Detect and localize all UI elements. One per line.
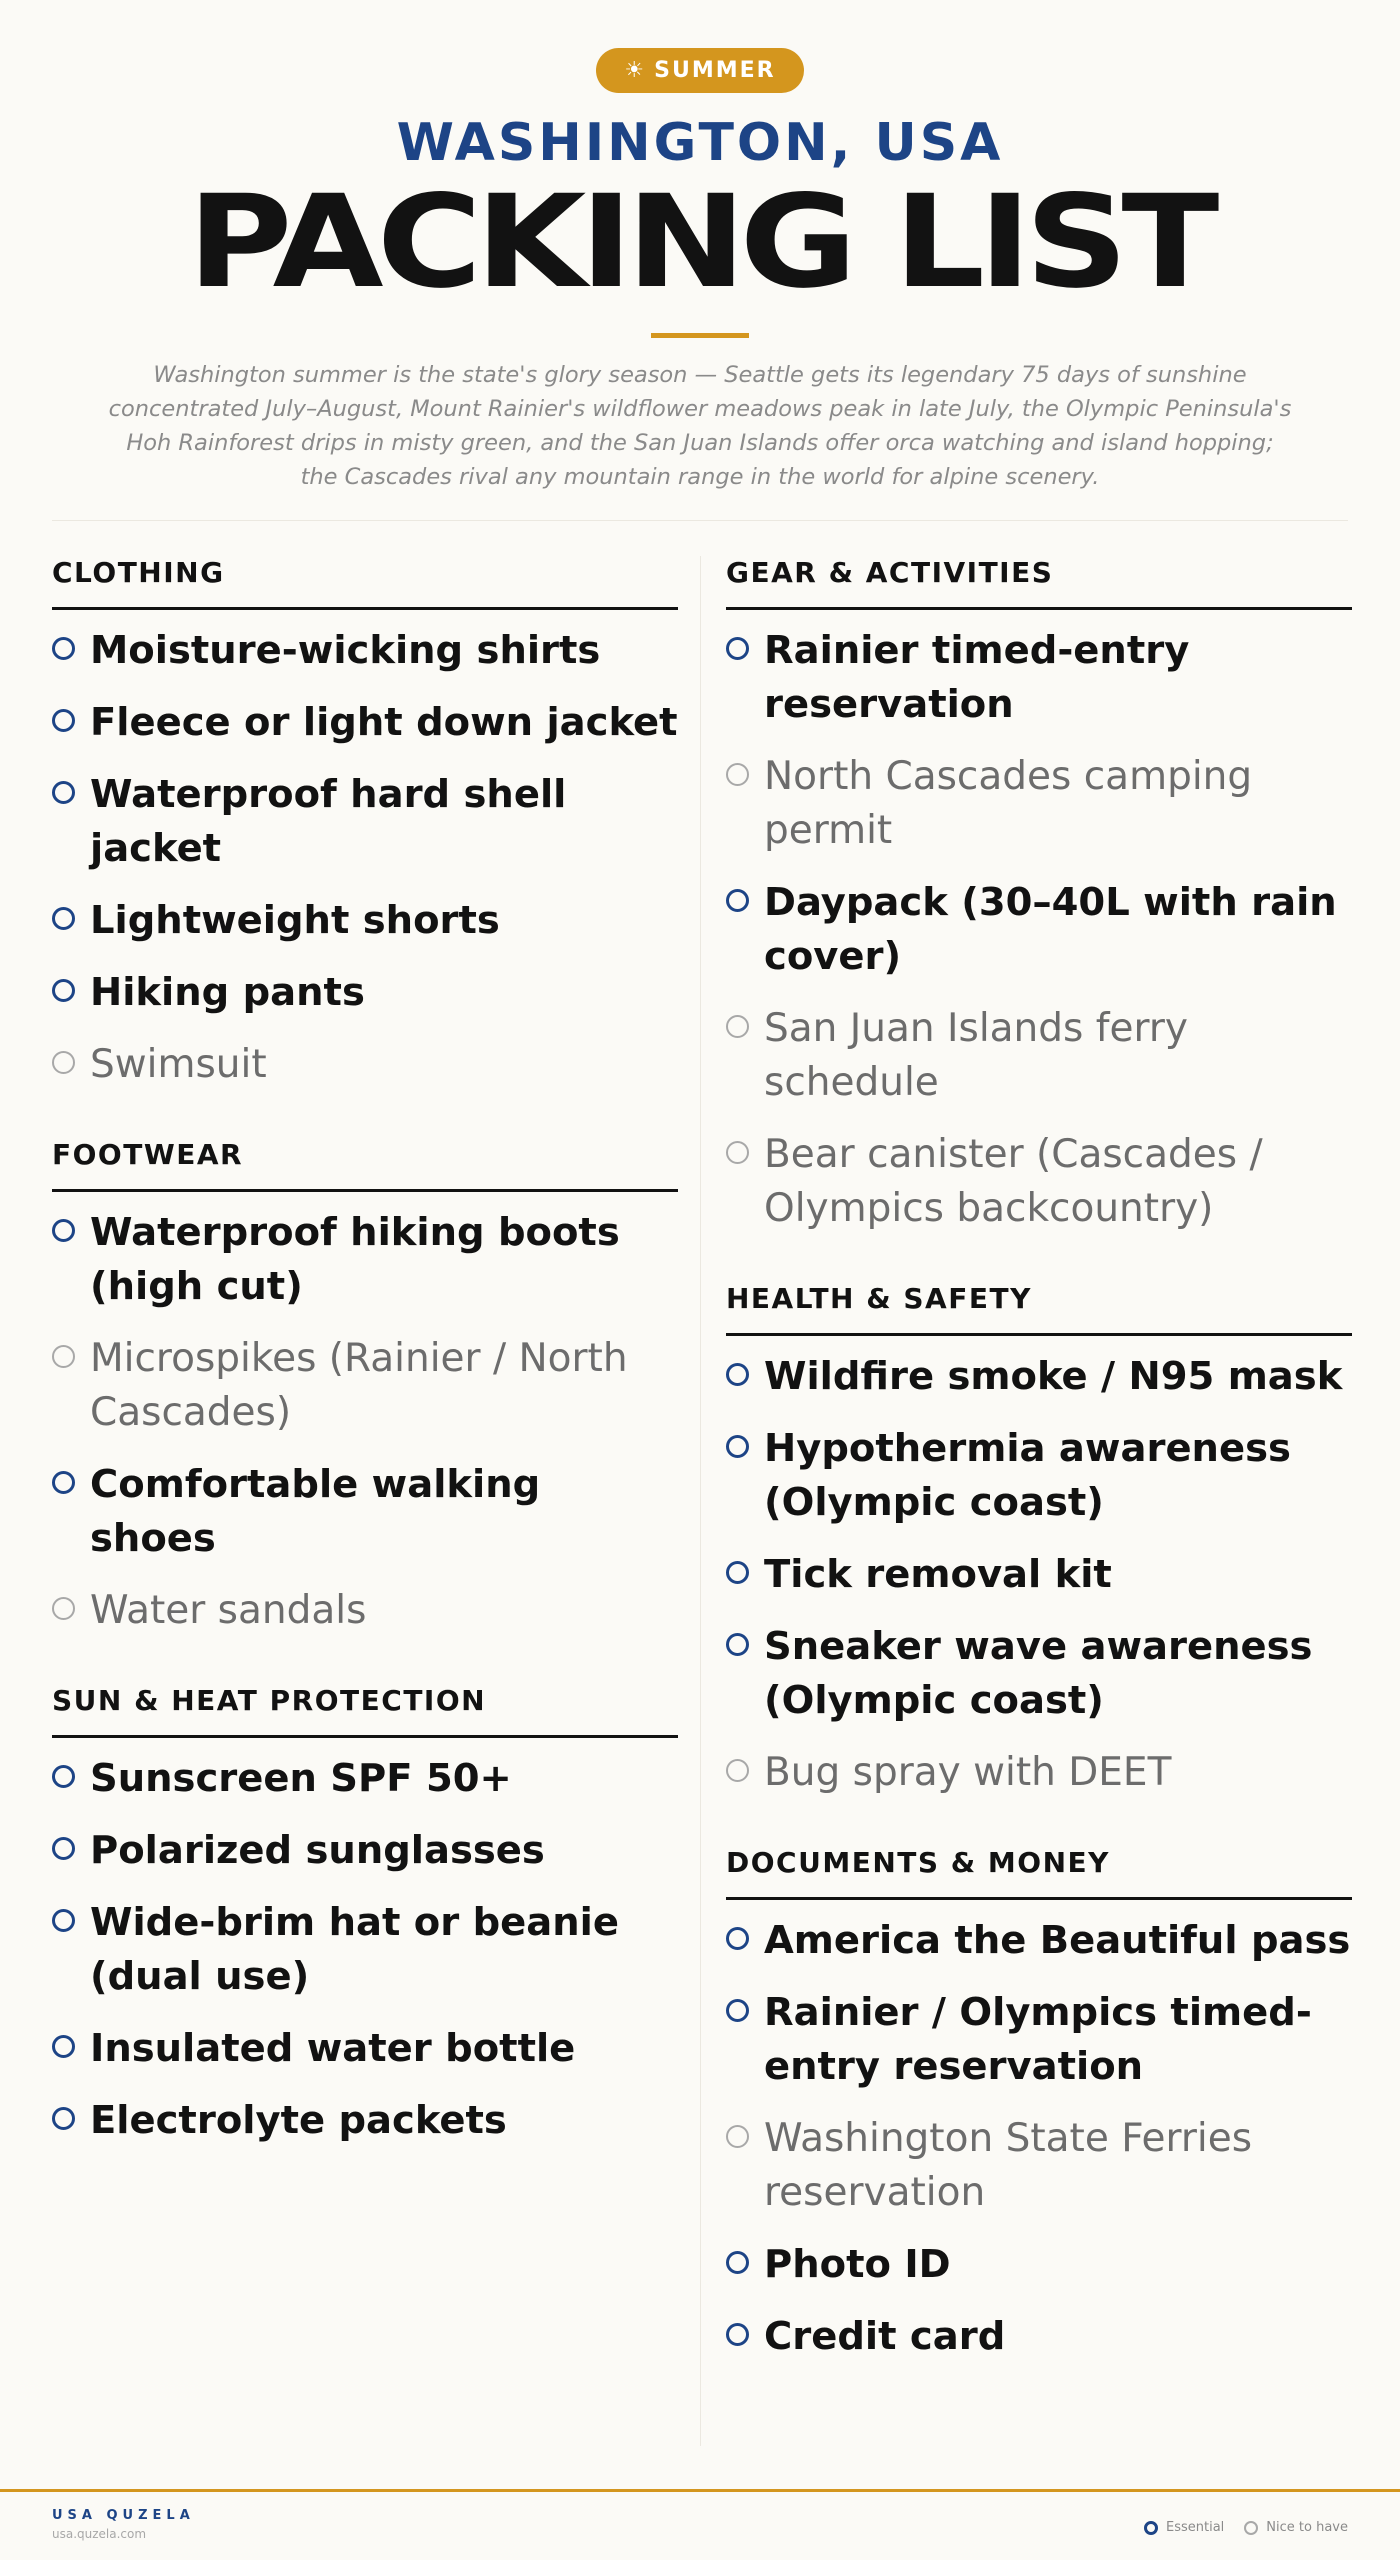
list-item[interactable]	[52, 2022, 678, 2076]
item-label: Microspikes (Rainier / North Cascades)	[90, 1336, 628, 1435]
season-badge	[596, 48, 803, 93]
item-label: Insulated water bottle	[90, 2026, 576, 2071]
item-label: Credit card	[764, 2314, 1006, 2359]
item-label: Wide-brim hat or beanie (dual use)	[90, 1900, 619, 1999]
checkbox-icon[interactable]	[52, 1219, 75, 1242]
checkbox-icon[interactable]	[726, 2323, 749, 2346]
page-subtitle: WASHINGTON, USA	[396, 113, 1004, 173]
brand-name: USA QUZELA	[52, 2508, 195, 2523]
checkbox-icon[interactable]	[726, 2251, 749, 2274]
intro-text: Washington summer is the state's glory season — Seattle gets its legendary 75 days of sunshine concentrated July–August, Mount Rainier's wildflower meadows peak in late July, the Olympic Peninsula's Hoh Rainforest drips in misty green, and the San Juan Islands offer orca watching and island hopping; the Cascades rival any mountain range in the world for alpine scenery.	[108, 361, 1292, 490]
item-label: Sneaker wave awareness (Olympic coast)	[764, 1624, 1313, 1723]
checkbox-icon[interactable]	[726, 1999, 749, 2022]
nice-circle-icon	[1244, 2521, 1258, 2535]
list-item[interactable]	[52, 2094, 678, 2148]
header	[0, 0, 1400, 494]
footer-brand	[52, 2508, 195, 2541]
checkbox-icon[interactable]	[726, 1435, 749, 1458]
legend-nice	[1244, 2520, 1348, 2535]
item-label: Wildfire smoke / N95 mask	[764, 1354, 1343, 1399]
item-label: Bug spray with DEET	[764, 1750, 1172, 1795]
list-item[interactable]	[726, 1914, 1352, 1968]
checkbox-icon[interactable]	[52, 1051, 75, 1074]
list-item[interactable]	[726, 1746, 1352, 1800]
item-label: Tick removal kit	[764, 1552, 1112, 1597]
list-item[interactable]	[726, 1620, 1352, 1728]
item-label: Daypack (30–40L with rain cover)	[764, 880, 1337, 979]
item-label: Polarized sunglasses	[90, 1828, 545, 1873]
checkbox-icon[interactable]	[726, 1015, 749, 1038]
section-title: FOOTWEAR	[52, 1138, 678, 1192]
list-item[interactable]	[52, 966, 678, 1020]
checkbox-icon[interactable]	[52, 637, 75, 660]
list-item[interactable]	[726, 1128, 1352, 1236]
list-item[interactable]	[52, 1896, 678, 2004]
checkbox-icon[interactable]	[726, 1141, 749, 1164]
checkbox-icon[interactable]	[726, 1561, 749, 1584]
item-label: Photo ID	[764, 2242, 951, 2287]
left-column	[52, 556, 678, 2194]
checkbox-icon[interactable]	[726, 1363, 749, 1386]
item-label: Rainier / Olympics timed-entry reservation	[764, 1990, 1312, 2089]
section-title: DOCUMENTS & MONEY	[726, 1846, 1352, 1900]
checkbox-icon[interactable]	[726, 637, 749, 660]
list-item[interactable]	[726, 876, 1352, 984]
list-item[interactable]	[726, 624, 1352, 732]
page-title: PACKING LIST	[187, 168, 1213, 318]
checkbox-icon[interactable]	[726, 2125, 749, 2148]
list-item[interactable]	[52, 894, 678, 948]
item-label: Swimsuit	[90, 1042, 267, 1087]
legend-nice-label: Nice to have	[1266, 2520, 1348, 2535]
checkbox-icon[interactable]	[52, 1765, 75, 1788]
list-item[interactable]	[52, 1584, 678, 1638]
list-item[interactable]	[52, 768, 678, 876]
section-sun-heat	[52, 1684, 678, 2148]
header-divider	[52, 520, 1348, 521]
checkbox-icon[interactable]	[726, 1633, 749, 1656]
item-label: Electrolyte packets	[90, 2098, 507, 2143]
essential-circle-icon	[1144, 2521, 1158, 2535]
checkbox-icon[interactable]	[52, 2035, 75, 2058]
item-label: Hypothermia awareness (Olympic coast)	[764, 1426, 1291, 1525]
season-label: SUMMER	[654, 58, 776, 83]
item-label: Washington State Ferries reservation	[764, 2116, 1253, 2215]
list-item[interactable]	[726, 1002, 1352, 1110]
list-item[interactable]	[726, 2112, 1352, 2220]
item-label: Water sandals	[90, 1588, 367, 1633]
checkbox-icon[interactable]	[52, 1597, 75, 1620]
item-label: North Cascades camping permit	[764, 754, 1253, 853]
title-underline	[651, 333, 749, 338]
legend-essential-label: Essential	[1166, 2520, 1225, 2535]
list-item[interactable]	[726, 750, 1352, 858]
item-label: San Juan Islands ferry schedule	[764, 1006, 1188, 1105]
section-title: CLOTHING	[52, 556, 678, 610]
section-footwear	[52, 1138, 678, 1638]
checkbox-icon[interactable]	[726, 763, 749, 786]
checkbox-icon[interactable]	[52, 1471, 75, 1494]
list-item[interactable]	[726, 2238, 1352, 2292]
item-label: Waterproof hiking boots (high cut)	[90, 1210, 620, 1309]
list-item[interactable]	[52, 1752, 678, 1806]
list-item[interactable]	[52, 696, 678, 750]
list-item[interactable]	[726, 2310, 1352, 2364]
item-label: Comfortable walking shoes	[90, 1462, 541, 1561]
item-label: Bear canister (Cascades / Olympics backcountry)	[764, 1132, 1263, 1231]
packing-columns	[52, 556, 1351, 2446]
sun-icon: ☀	[624, 58, 647, 83]
item-label: Fleece or light down jacket	[90, 700, 678, 745]
column-divider	[700, 556, 701, 2446]
legend-essential	[1144, 2520, 1224, 2535]
footer-rule	[0, 2489, 1400, 2492]
checkbox-icon[interactable]	[52, 709, 75, 732]
item-label: Lightweight shorts	[90, 898, 500, 943]
item-label: Sunscreen SPF 50+	[90, 1756, 512, 1801]
checkbox-icon[interactable]	[52, 1345, 75, 1368]
list-item[interactable]	[52, 1332, 678, 1440]
list-item[interactable]	[52, 1038, 678, 1092]
checkbox-icon[interactable]	[52, 2107, 75, 2130]
list-item[interactable]	[52, 1824, 678, 1878]
list-item[interactable]	[52, 1458, 678, 1566]
checkbox-icon[interactable]	[52, 1837, 75, 1860]
section-title: GEAR & ACTIVITIES	[726, 556, 1352, 610]
list-item[interactable]	[726, 1548, 1352, 1602]
section-health-safety	[726, 1282, 1352, 1800]
item-label: Hiking pants	[90, 970, 365, 1015]
section-documents-money	[726, 1846, 1352, 2364]
checkbox-icon[interactable]	[52, 979, 75, 1002]
section-title: SUN & HEAT PROTECTION	[52, 1684, 678, 1738]
item-label: Moisture-wicking shirts	[90, 628, 601, 673]
checkbox-icon[interactable]	[52, 907, 75, 930]
checkbox-icon[interactable]	[726, 889, 749, 912]
list-item[interactable]	[726, 1986, 1352, 2094]
legend	[1144, 2520, 1348, 2535]
checkbox-icon[interactable]	[726, 1927, 749, 1950]
list-item[interactable]	[52, 1206, 678, 1314]
list-item[interactable]	[726, 1350, 1352, 1404]
item-label: Waterproof hard shell jacket	[90, 772, 567, 871]
section-clothing	[52, 556, 678, 1092]
item-label: America the Beautiful pass	[764, 1918, 1351, 1963]
list-item[interactable]	[726, 1422, 1352, 1530]
section-gear-activities	[726, 556, 1352, 1236]
right-column	[726, 556, 1352, 2410]
item-label: Rainier timed-entry reservation	[764, 628, 1190, 727]
checkbox-icon[interactable]	[52, 1909, 75, 1932]
checkbox-icon[interactable]	[726, 1759, 749, 1782]
list-item[interactable]	[52, 624, 678, 678]
section-title: HEALTH & SAFETY	[726, 1282, 1352, 1336]
brand-url[interactable]: usa.quzela.com	[52, 2527, 147, 2541]
checkbox-icon[interactable]	[52, 781, 75, 804]
